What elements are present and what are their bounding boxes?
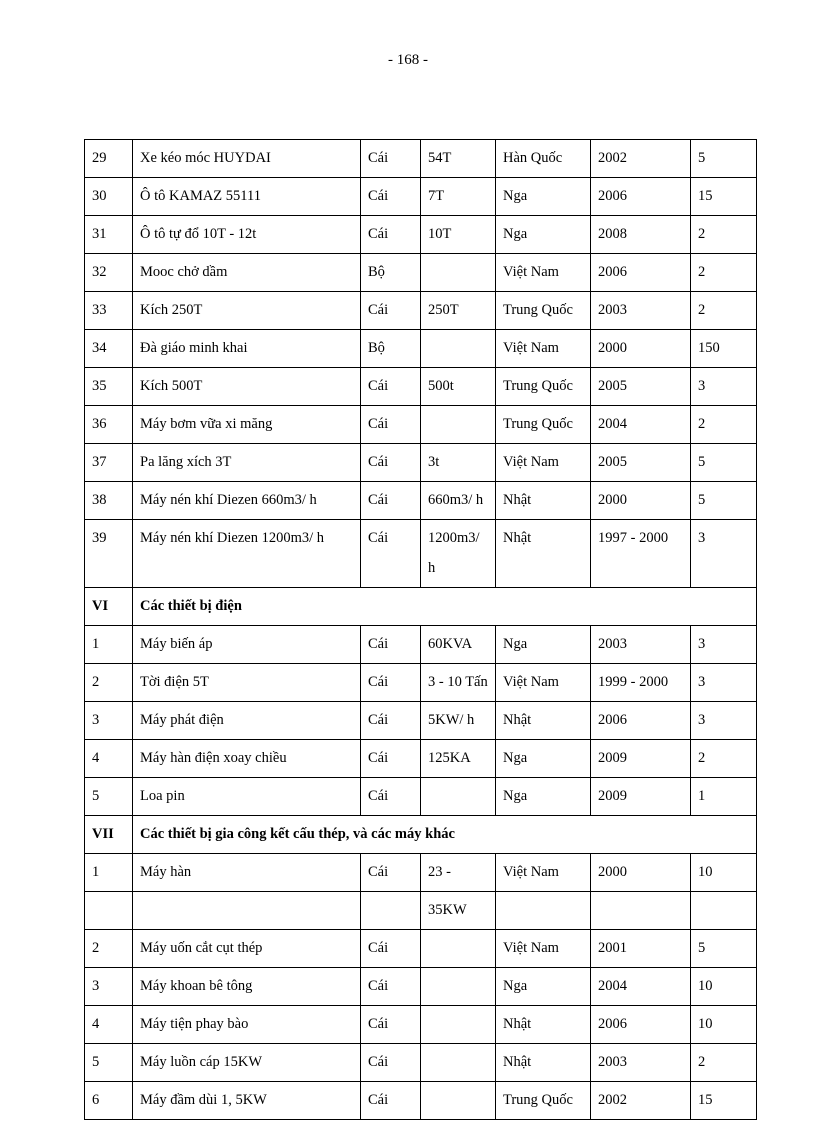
cell-num: 4 bbox=[85, 1006, 133, 1044]
cell-name: Máy đầm dùi 1, 5KW bbox=[133, 1082, 361, 1120]
cell-name: Đà giáo minh khai bbox=[133, 330, 361, 368]
cell-num: 30 bbox=[85, 178, 133, 216]
cell-unit: Cái bbox=[361, 930, 421, 968]
page-number: - 168 - bbox=[388, 52, 428, 68]
cell-name: Máy hàn điện xoay chiều bbox=[133, 740, 361, 778]
cell-qty: 3 bbox=[691, 664, 757, 702]
cell-unit: Cái bbox=[361, 482, 421, 520]
cell-origin: Nga bbox=[496, 216, 591, 254]
cell-name: Máy uốn cắt cụt thép bbox=[133, 930, 361, 968]
cell-name: Máy nén khí Diezen 1200m3/ h bbox=[133, 520, 361, 588]
table-row bbox=[85, 1082, 757, 1120]
table-row bbox=[85, 1006, 757, 1044]
cell-year: 2004 bbox=[591, 968, 691, 1006]
cell-unit: Cái bbox=[361, 368, 421, 406]
cell-origin: Nga bbox=[496, 778, 591, 816]
table-row bbox=[85, 1044, 757, 1082]
cell-unit bbox=[361, 892, 421, 930]
cell-origin bbox=[496, 892, 591, 930]
cell-name: Máy luồn cáp 15KW bbox=[133, 1044, 361, 1082]
cell-name: Kích 250T bbox=[133, 292, 361, 330]
cell-origin: Nga bbox=[496, 968, 591, 1006]
cell-qty: 3 bbox=[691, 520, 757, 588]
cell-spec: 5KW/ h bbox=[421, 702, 496, 740]
cell-spec: 125KA bbox=[421, 740, 496, 778]
table-row bbox=[85, 254, 757, 292]
cell-year: 2006 bbox=[591, 178, 691, 216]
cell-num: 2 bbox=[85, 664, 133, 702]
cell-origin: Nhật bbox=[496, 1044, 591, 1082]
cell-name: Mooc chở dầm bbox=[133, 254, 361, 292]
cell-year: 2005 bbox=[591, 444, 691, 482]
section-number: VII bbox=[85, 816, 133, 854]
cell-unit: Cái bbox=[361, 216, 421, 254]
cell-num: 38 bbox=[85, 482, 133, 520]
cell-name: Máy nén khí Diezen 660m3/ h bbox=[133, 482, 361, 520]
cell-unit: Cái bbox=[361, 1082, 421, 1120]
cell-name: Máy tiện phay bào bbox=[133, 1006, 361, 1044]
table-row bbox=[85, 330, 757, 368]
cell-name: Tời điện 5T bbox=[133, 664, 361, 702]
table-row bbox=[85, 292, 757, 330]
cell-qty: 10 bbox=[691, 1006, 757, 1044]
table-row bbox=[85, 368, 757, 406]
cell-qty: 5 bbox=[691, 930, 757, 968]
cell-name: Ô tô tự đổ 10T - 12t bbox=[133, 216, 361, 254]
cell-name: Loa pin bbox=[133, 778, 361, 816]
cell-unit: Cái bbox=[361, 778, 421, 816]
cell-num: 6 bbox=[85, 1082, 133, 1120]
cell-origin: Nhật bbox=[496, 482, 591, 520]
cell-origin: Nga bbox=[496, 740, 591, 778]
cell-unit: Cái bbox=[361, 664, 421, 702]
cell-year: 2006 bbox=[591, 254, 691, 292]
cell-num: 35 bbox=[85, 368, 133, 406]
cell-year: 2000 bbox=[591, 330, 691, 368]
cell-year: 2006 bbox=[591, 1006, 691, 1044]
cell-spec bbox=[421, 1082, 496, 1120]
cell-name: Kích 500T bbox=[133, 368, 361, 406]
cell-spec bbox=[421, 1006, 496, 1044]
cell-unit: Cái bbox=[361, 968, 421, 1006]
cell-name: Máy bơm vữa xi măng bbox=[133, 406, 361, 444]
table-row bbox=[85, 892, 757, 930]
cell-qty: 10 bbox=[691, 854, 757, 892]
cell-year: 2000 bbox=[591, 482, 691, 520]
cell-unit: Cái bbox=[361, 292, 421, 330]
cell-qty: 5 bbox=[691, 444, 757, 482]
cell-qty: 5 bbox=[691, 482, 757, 520]
section-title: Các thiết bị điện bbox=[133, 588, 757, 626]
section-row bbox=[85, 816, 757, 854]
cell-origin: Việt Nam bbox=[496, 254, 591, 292]
cell-qty: 10 bbox=[691, 968, 757, 1006]
cell-num: 5 bbox=[85, 778, 133, 816]
cell-qty: 2 bbox=[691, 406, 757, 444]
cell-year: 2003 bbox=[591, 626, 691, 664]
cell-num: 37 bbox=[85, 444, 133, 482]
cell-spec: 3t bbox=[421, 444, 496, 482]
table-row bbox=[85, 854, 757, 892]
table-row bbox=[85, 520, 757, 588]
cell-qty: 3 bbox=[691, 626, 757, 664]
cell-unit: Cái bbox=[361, 702, 421, 740]
cell-spec bbox=[421, 968, 496, 1006]
cell-unit: Cái bbox=[361, 140, 421, 178]
equipment-table bbox=[84, 139, 757, 1120]
cell-spec bbox=[421, 1044, 496, 1082]
cell-qty: 2 bbox=[691, 292, 757, 330]
cell-unit: Bộ bbox=[361, 254, 421, 292]
cell-unit: Cái bbox=[361, 626, 421, 664]
cell-origin: Việt Nam bbox=[496, 444, 591, 482]
cell-origin: Nhật bbox=[496, 702, 591, 740]
cell-unit: Cái bbox=[361, 854, 421, 892]
table-row bbox=[85, 778, 757, 816]
cell-unit: Cái bbox=[361, 406, 421, 444]
cell-year: 2005 bbox=[591, 368, 691, 406]
cell-spec: 23 - bbox=[421, 854, 496, 892]
cell-year: 1999 - 2000 bbox=[591, 664, 691, 702]
cell-name: Máy khoan bê tông bbox=[133, 968, 361, 1006]
cell-year: 2002 bbox=[591, 140, 691, 178]
table-row bbox=[85, 702, 757, 740]
cell-qty: 5 bbox=[691, 140, 757, 178]
cell-year: 2004 bbox=[591, 406, 691, 444]
cell-num: 3 bbox=[85, 702, 133, 740]
cell-year: 2000 bbox=[591, 854, 691, 892]
cell-qty: 2 bbox=[691, 216, 757, 254]
table-row bbox=[85, 444, 757, 482]
cell-origin: Nhật bbox=[496, 1006, 591, 1044]
section-title: Các thiết bị gia công kết cấu thép, và các máy khác bbox=[133, 816, 757, 854]
cell-unit: Cái bbox=[361, 740, 421, 778]
cell-origin: Trung Quốc bbox=[496, 1082, 591, 1120]
cell-year: 2009 bbox=[591, 778, 691, 816]
table-row bbox=[85, 216, 757, 254]
table-row bbox=[85, 482, 757, 520]
cell-spec: 60KVA bbox=[421, 626, 496, 664]
table-row bbox=[85, 406, 757, 444]
cell-spec: 54T bbox=[421, 140, 496, 178]
cell-qty: 3 bbox=[691, 368, 757, 406]
cell-origin: Trung Quốc bbox=[496, 368, 591, 406]
cell-num: 29 bbox=[85, 140, 133, 178]
cell-origin: Nhật bbox=[496, 520, 591, 588]
cell-origin: Việt Nam bbox=[496, 930, 591, 968]
cell-num bbox=[85, 892, 133, 930]
cell-origin: Nga bbox=[496, 626, 591, 664]
cell-year: 2003 bbox=[591, 1044, 691, 1082]
cell-spec bbox=[421, 778, 496, 816]
cell-origin: Việt Nam bbox=[496, 854, 591, 892]
cell-num: 4 bbox=[85, 740, 133, 778]
cell-spec bbox=[421, 254, 496, 292]
cell-name: Máy biến áp bbox=[133, 626, 361, 664]
cell-name: Ô tô KAMAZ 55111 bbox=[133, 178, 361, 216]
cell-origin: Trung Quốc bbox=[496, 292, 591, 330]
cell-name: Pa lăng xích 3T bbox=[133, 444, 361, 482]
cell-qty: 1 bbox=[691, 778, 757, 816]
section-row bbox=[85, 588, 757, 626]
cell-spec: 250T bbox=[421, 292, 496, 330]
cell-qty: 3 bbox=[691, 702, 757, 740]
cell-num: 3 bbox=[85, 968, 133, 1006]
table-row bbox=[85, 140, 757, 178]
cell-num: 32 bbox=[85, 254, 133, 292]
cell-num: 34 bbox=[85, 330, 133, 368]
cell-year: 1997 - 2000 bbox=[591, 520, 691, 588]
cell-qty: 2 bbox=[691, 254, 757, 292]
table-row bbox=[85, 740, 757, 778]
cell-name bbox=[133, 892, 361, 930]
cell-num: 39 bbox=[85, 520, 133, 588]
cell-year: 2002 bbox=[591, 1082, 691, 1120]
cell-spec bbox=[421, 930, 496, 968]
cell-unit: Cái bbox=[361, 444, 421, 482]
cell-num: 2 bbox=[85, 930, 133, 968]
cell-qty: 15 bbox=[691, 178, 757, 216]
cell-origin: Việt Nam bbox=[496, 330, 591, 368]
cell-num: 31 bbox=[85, 216, 133, 254]
cell-spec: 10T bbox=[421, 216, 496, 254]
cell-spec bbox=[421, 330, 496, 368]
cell-unit: Cái bbox=[361, 178, 421, 216]
cell-spec: 7T bbox=[421, 178, 496, 216]
cell-origin: Việt Nam bbox=[496, 664, 591, 702]
cell-year: 2003 bbox=[591, 292, 691, 330]
cell-year: 2009 bbox=[591, 740, 691, 778]
cell-qty: 2 bbox=[691, 740, 757, 778]
cell-year bbox=[591, 892, 691, 930]
cell-origin: Hàn Quốc bbox=[496, 140, 591, 178]
cell-year: 2006 bbox=[591, 702, 691, 740]
table-row bbox=[85, 178, 757, 216]
cell-unit: Cái bbox=[361, 520, 421, 588]
cell-qty bbox=[691, 892, 757, 930]
table-row bbox=[85, 626, 757, 664]
cell-num: 36 bbox=[85, 406, 133, 444]
cell-unit: Cái bbox=[361, 1044, 421, 1082]
cell-spec: 660m3/ h bbox=[421, 482, 496, 520]
cell-num: 33 bbox=[85, 292, 133, 330]
table-row bbox=[85, 930, 757, 968]
cell-qty: 2 bbox=[691, 1044, 757, 1082]
cell-name: Máy hàn bbox=[133, 854, 361, 892]
cell-origin: Nga bbox=[496, 178, 591, 216]
cell-spec: 35KW bbox=[421, 892, 496, 930]
cell-num: 1 bbox=[85, 854, 133, 892]
cell-spec: 3 - 10 Tấn bbox=[421, 664, 496, 702]
cell-year: 2008 bbox=[591, 216, 691, 254]
cell-num: 1 bbox=[85, 626, 133, 664]
cell-num: 5 bbox=[85, 1044, 133, 1082]
cell-unit: Cái bbox=[361, 1006, 421, 1044]
cell-year: 2001 bbox=[591, 930, 691, 968]
cell-unit: Bộ bbox=[361, 330, 421, 368]
cell-spec: 1200m3/ h bbox=[421, 520, 496, 588]
cell-origin: Trung Quốc bbox=[496, 406, 591, 444]
section-number: VI bbox=[85, 588, 133, 626]
cell-spec: 500t bbox=[421, 368, 496, 406]
cell-qty: 15 bbox=[691, 1082, 757, 1120]
cell-spec bbox=[421, 406, 496, 444]
table-row bbox=[85, 968, 757, 1006]
cell-name: Máy phát điện bbox=[133, 702, 361, 740]
table-row bbox=[85, 664, 757, 702]
cell-name: Xe kéo móc HUYDAI bbox=[133, 140, 361, 178]
cell-qty: 150 bbox=[691, 330, 757, 368]
